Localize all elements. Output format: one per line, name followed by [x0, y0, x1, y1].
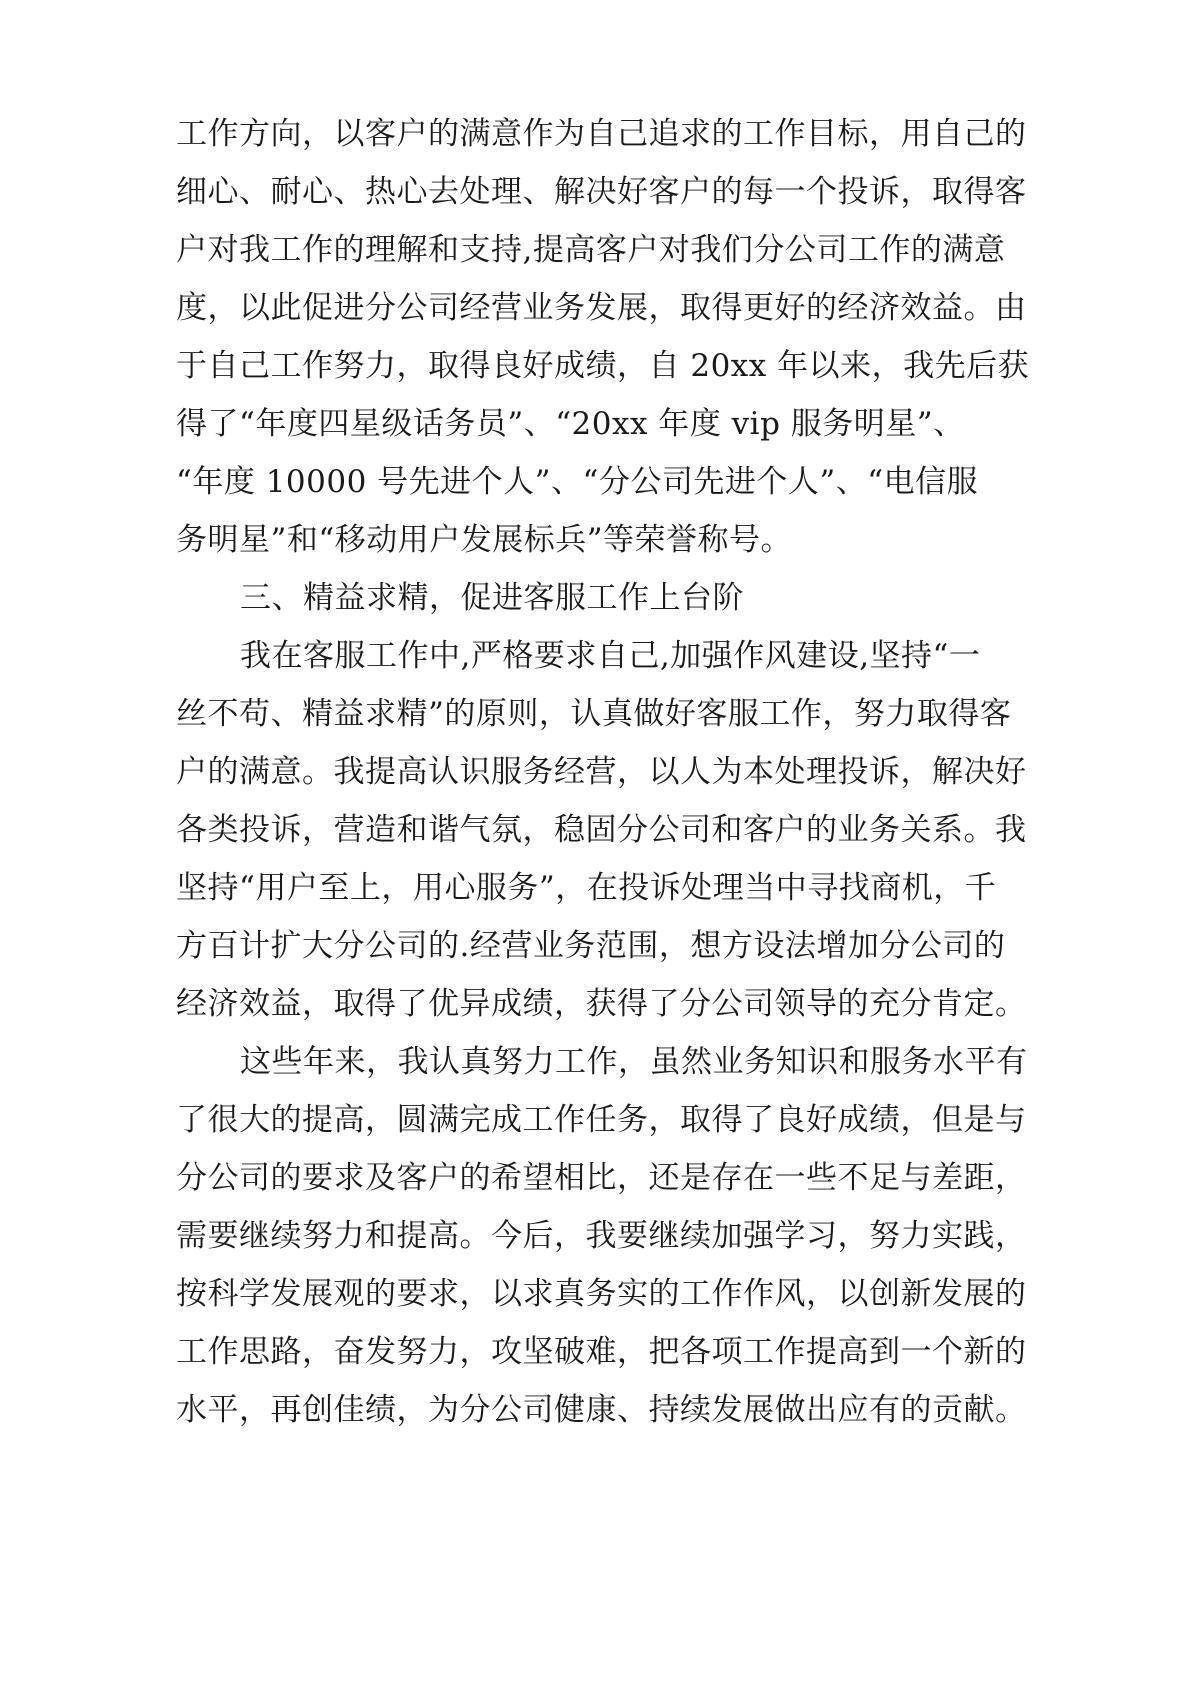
- text-line: 度，以此促进分公司经营业务发展，取得更好的经济效益。由: [176, 290, 1027, 326]
- text-line: 按科学发展观的要求，以求真务实的工作作风，以创新发展的: [176, 1276, 1027, 1312]
- text-line: 了很大的提高，圆满完成工作任务，取得了良好成绩，但是与: [176, 1102, 1027, 1138]
- text-line: 工作方向，以客户的满意作为自己追求的工作目标，用自己的: [176, 116, 1027, 152]
- section-heading: 三、精益求精，促进客服工作上台阶: [240, 580, 744, 616]
- text-line: 坚持“用户至上，用心服务”，在投诉处理当中寻找商机，千: [176, 870, 997, 906]
- text-line: 各类投诉，营造和谐气氛，稳固分公司和客户的业务关系。我: [176, 812, 1027, 848]
- text-line: 我在客服工作中,严格要求自己,加强作风建设,坚持“一: [240, 638, 981, 674]
- text-line: 务明星”和“移动用户发展标兵”等荣誉称号。: [176, 522, 793, 558]
- text-line: 户的满意。我提高认识服务经营，以人为本处理投诉，解决好: [176, 754, 1027, 790]
- text-line: 方百计扩大分公司的.经营业务范围，想方设法增加分公司的: [176, 928, 1006, 964]
- text-line: 于自己工作努力，取得良好成绩，自 20xx 年以来，我先后获: [176, 348, 1030, 384]
- text-line: 细心、耐心、热心去处理、解决好客户的每一个投诉，取得客: [176, 174, 1027, 210]
- text-line: 水平，再创佳绩，为分公司健康、持续发展做出应有的贡献。: [176, 1392, 1027, 1428]
- text-line: 需要继续努力和提高。今后，我要继续加强学习，努力实践，: [176, 1218, 1027, 1254]
- text-line: 分公司的要求及客户的希望相比，还是存在一些不足与差距，: [176, 1160, 1027, 1196]
- text-line: 得了“年度四星级话务员”、“20xx 年度 vip 服务明星”、: [176, 406, 965, 442]
- text-line: 丝不苟、精益求精”的原则，认真做好客服工作，努力取得客: [176, 696, 1012, 732]
- text-line: 工作思路，奋发努力，攻坚破难，把各项工作提高到一个新的: [176, 1334, 1027, 1370]
- text-line: “年度 10000 号先进个人”、“分公司先进个人”、“电信服: [176, 464, 979, 500]
- text-line: 这些年来，我认真努力工作，虽然业务知识和服务水平有: [240, 1044, 1028, 1080]
- text-line: 户对我工作的理解和支持,提高客户对我们分公司工作的满意: [176, 232, 1006, 268]
- text-line: 经济效益，取得了优异成绩，获得了分公司领导的充分肯定。: [176, 986, 1027, 1022]
